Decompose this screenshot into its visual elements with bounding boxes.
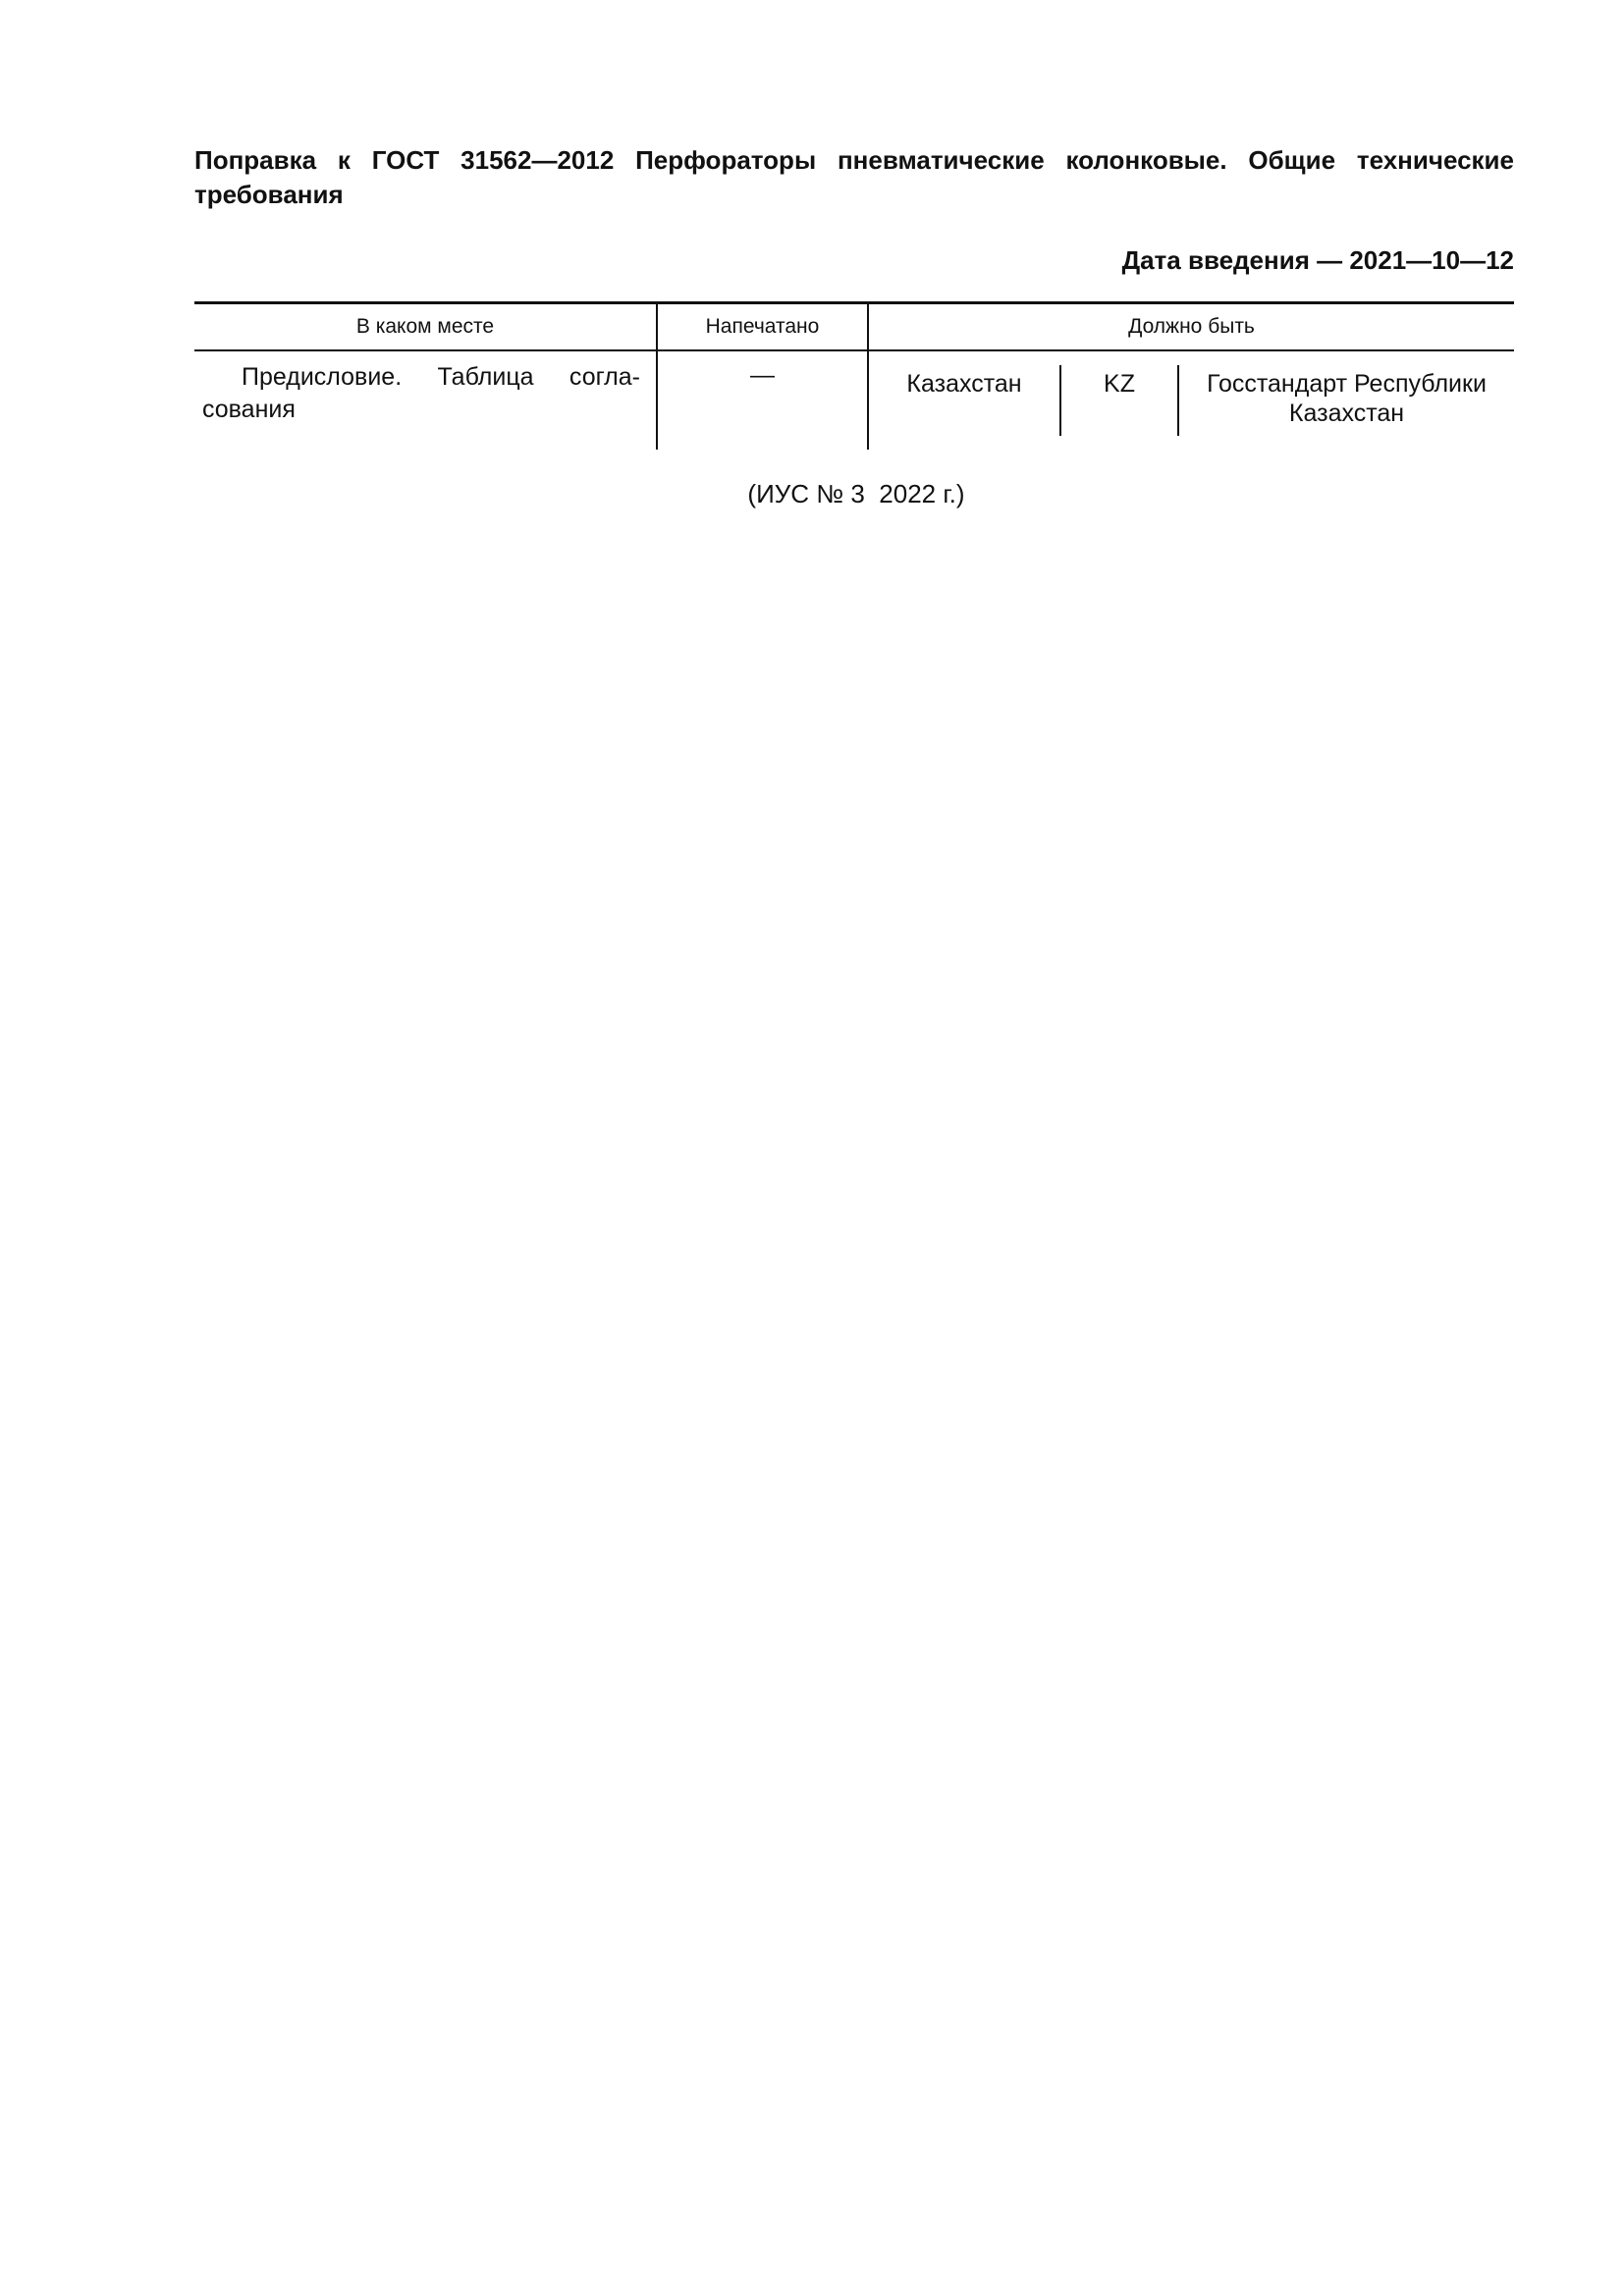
place-text: Предисловие. Таблица согла-сования bbox=[202, 363, 640, 423]
printed-text: — bbox=[750, 361, 775, 389]
header-should-be: Должно быть bbox=[868, 303, 1514, 351]
should-be-country: Казахстан bbox=[869, 365, 1061, 436]
table-header-row bbox=[194, 303, 1514, 351]
header-printed: Напечатано bbox=[657, 303, 868, 351]
document-page bbox=[194, 143, 1514, 509]
corrections-table bbox=[194, 301, 1514, 450]
table-row bbox=[194, 350, 1514, 450]
should-be-group bbox=[869, 365, 1514, 436]
should-be-organization: Госстандарт Республики Казахстан bbox=[1207, 370, 1487, 427]
cell-should-be bbox=[868, 350, 1514, 450]
cell-place bbox=[194, 350, 657, 450]
should-be-country-code: KZ bbox=[1061, 365, 1179, 436]
source-note: (ИУС № 3 2022 г.) bbox=[747, 479, 965, 508]
document-title: Поправка к ГОСТ 31562—2012 Перфораторы пневматические колонковые. Общие технические требования bbox=[194, 145, 1514, 209]
effective-date: Дата введения — 2021—10—12 bbox=[1121, 245, 1514, 275]
header-place: В каком месте bbox=[194, 303, 657, 351]
cell-printed bbox=[657, 350, 868, 450]
